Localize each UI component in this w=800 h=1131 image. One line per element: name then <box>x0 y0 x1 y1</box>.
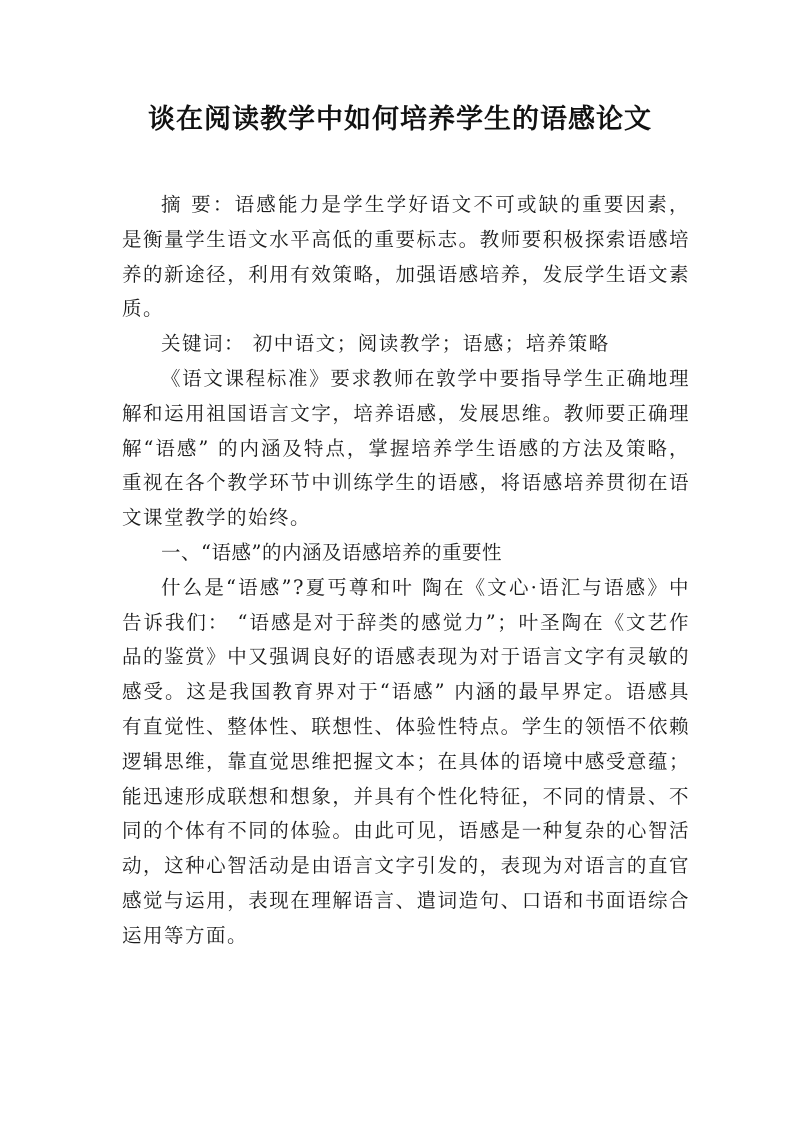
document-body <box>122 188 690 954</box>
document-title: 谈在阅读教学中如何培养学生的语感论文 <box>148 104 652 135</box>
section-paragraph: 什么是“语感”?夏丐尊和叶 陶在《文心·语汇与语感》中告诉我们： “语感是对于辞类的感觉力”；叶圣陶在《文艺作品的鉴赏》中又强调良好的语感表现为对于语言文字有灵敏的感受。这是我国教育界对于“语感” 内涵的最早界定。语感具有直觉性、整体性、联想性、体验性特点。学生的领悟不依赖逻辑思维，靠直觉思维把握文本；在具体的语境中感受意蕴；能迅速形成联想和想象，并具有个性化特征，不同的情景、不同的个体有不同的体验。由此可见，语感是一种复杂的心智活动，这种心智活动是由语言文字引发的，表现为对语言的直官感觉与运用，表现在理解语言、遣词造句、口语和书面语综合运用等方面。 <box>122 575 690 947</box>
intro-paragraph: 《语文课程标准》要求教师在敦学中要指导学生正确地理解和运用祖国语言文字，培养语感，发展思维。教师要正确理解“语感” 的内涵及特点，掌握培养学生语感的方法及策略，重视在各个教学环节中训练学生的语感，将语感培养贯彻在语文课堂教学的始终。 <box>122 366 690 530</box>
abstract-paragraph: 摘 要：语感能力是学生学好语文不可或缺的重要因素，是衡量学生语文水平高低的重要标志。教师要积极探索语感培养的新途径，利用有效策略，加强语感培养，发辰学生语文素质。 <box>122 193 690 321</box>
section-heading: 一、“语感”的内涵及语感培养的重要性 <box>161 540 502 564</box>
keywords-paragraph: 关键词： 初中语文；阅读教学；语感；培养策略 <box>161 332 610 356</box>
